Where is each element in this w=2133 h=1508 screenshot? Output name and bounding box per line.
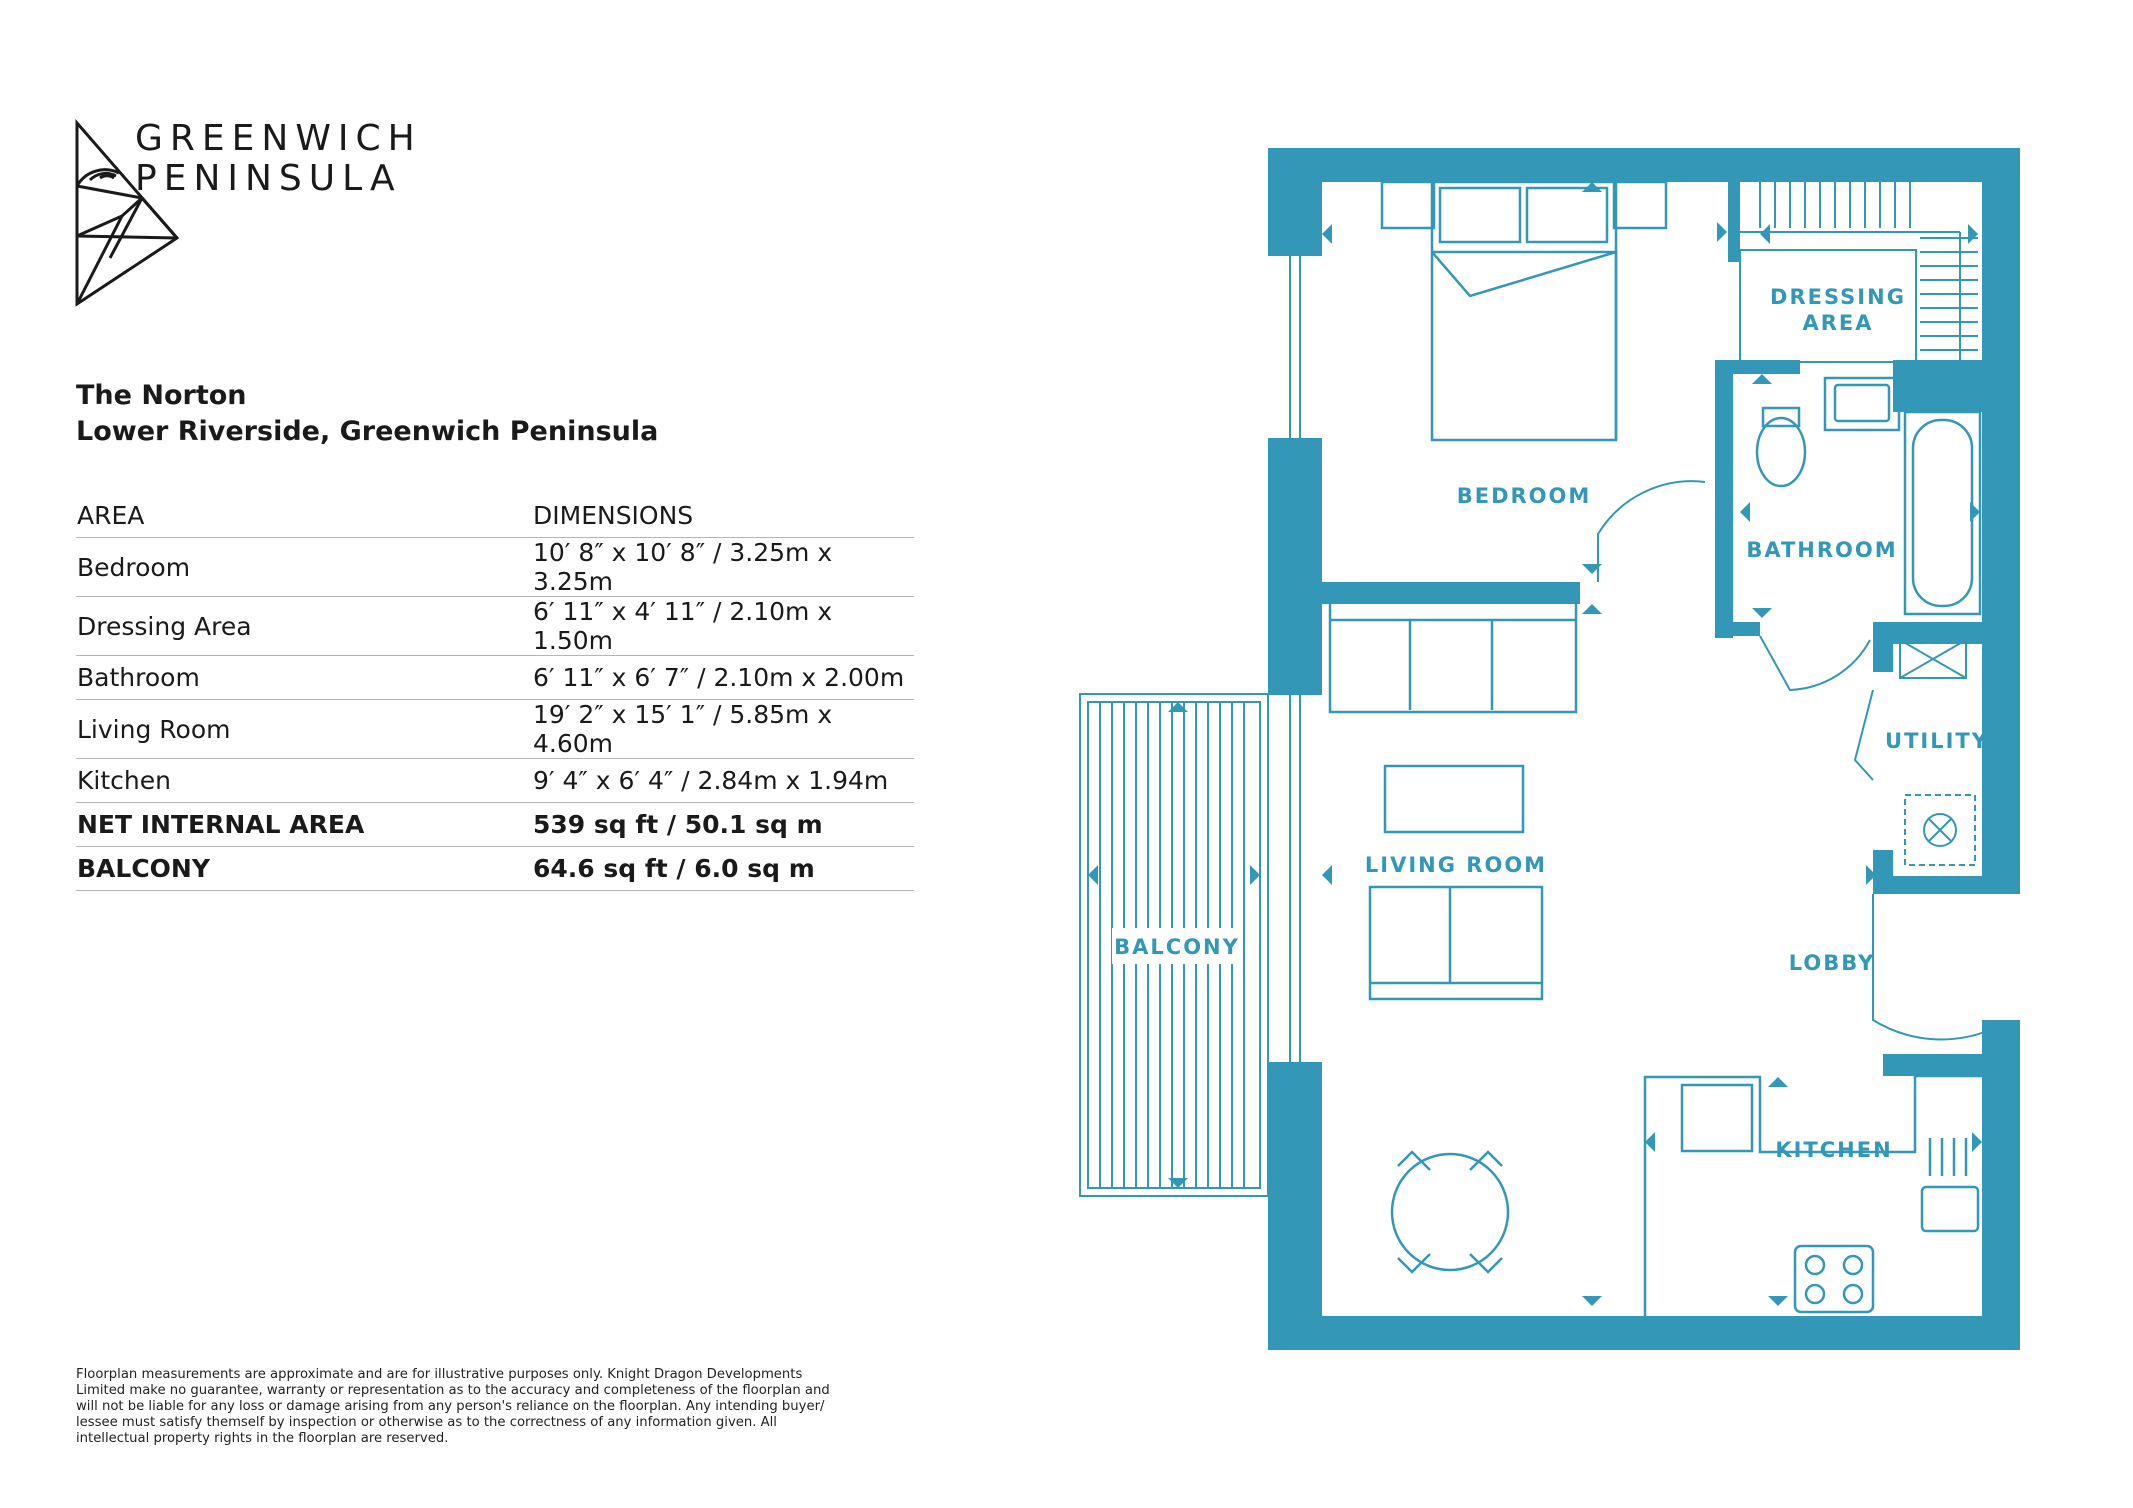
row-area: Bathroom (76, 656, 532, 700)
bed-icon (1382, 182, 1666, 440)
row-area: Kitchen (76, 759, 532, 803)
brand-name-line2: PENINSULA (135, 158, 402, 199)
room-label-utility: UTILITY (1885, 729, 1989, 753)
total-area: BALCONY (76, 847, 532, 891)
total-dimensions: 539 sq ft / 50.1 sq m (532, 803, 914, 847)
area-schedule-table (76, 494, 914, 891)
table-row (76, 597, 914, 656)
window-left-bedroom (1290, 256, 1300, 438)
header-area: AREA (76, 494, 532, 538)
room-label-bathroom: BATHROOM (1746, 538, 1898, 562)
disclaimer-text: Floorplan measurements are approximate and are for illustrative purposes only. Knight Dragon Developments Limited make no guarantee, warranty or representation as to the accuracy and completeness of the floorplan and will not be liable for any loss or damage arising from any person's reliance on the floorplan. Any intending buyer/ lessee must satisfy themself by inspection or otherwise as to the correctness of any information given. All intellectual property rights in the floorplan are reserved. (76, 1367, 830, 1446)
row-dimensions: 9′ 4″ x 6′ 4″ / 2.84m x 1.94m (532, 759, 914, 803)
total-row-balcony (76, 847, 914, 891)
row-dimensions: 6′ 11″ x 6′ 7″ / 2.10m x 2.00m (532, 656, 914, 700)
kitchen-fixtures (1645, 1076, 1982, 1316)
table-header-row (76, 494, 914, 538)
window-left-living (1290, 695, 1300, 1062)
living-furniture (1330, 602, 1576, 1272)
property-title (76, 378, 658, 450)
table-row (76, 700, 914, 759)
total-dimensions: 64.6 sq ft / 6.0 sq m (532, 847, 914, 891)
room-label-bedroom: BEDROOM (1456, 484, 1592, 508)
row-dimensions: 10′ 8″ x 10′ 8″ / 3.25m x 3.25m (532, 538, 914, 597)
room-label-kitchen: KITCHEN (1775, 1138, 1893, 1162)
room-label-lobby: LOBBY (1788, 951, 1876, 975)
floorplan (1060, 130, 2040, 1370)
room-label-dressing-1: DRESSING (1770, 285, 1906, 309)
row-area: Bedroom (76, 538, 532, 597)
property-name: The Norton (76, 380, 247, 411)
row-dimensions: 19′ 2″ x 15′ 1″ / 5.85m x 4.60m (532, 700, 914, 759)
row-dimensions: 6′ 11″ x 4′ 11″ / 2.10m x 1.50m (532, 597, 914, 656)
table-row (76, 759, 914, 803)
table-row (76, 538, 914, 597)
wardrobe-icon (1740, 182, 1978, 362)
row-area: Dressing Area (76, 597, 532, 656)
room-label-living-room: LIVING ROOM (1364, 853, 1548, 877)
brand-name-line1: GREENWICH (135, 118, 422, 159)
room-label-dressing-2: AREA (1802, 311, 1874, 335)
room-label-balcony: BALCONY (1114, 935, 1240, 959)
total-row-net-internal-area (76, 803, 914, 847)
row-area: Living Room (76, 700, 532, 759)
bathroom-fixtures (1757, 378, 1980, 614)
total-area: NET INTERNAL AREA (76, 803, 532, 847)
table-row (76, 656, 914, 700)
header-dimensions: DIMENSIONS (532, 494, 914, 538)
property-location: Lower Riverside, Greenwich Peninsula (76, 416, 659, 447)
